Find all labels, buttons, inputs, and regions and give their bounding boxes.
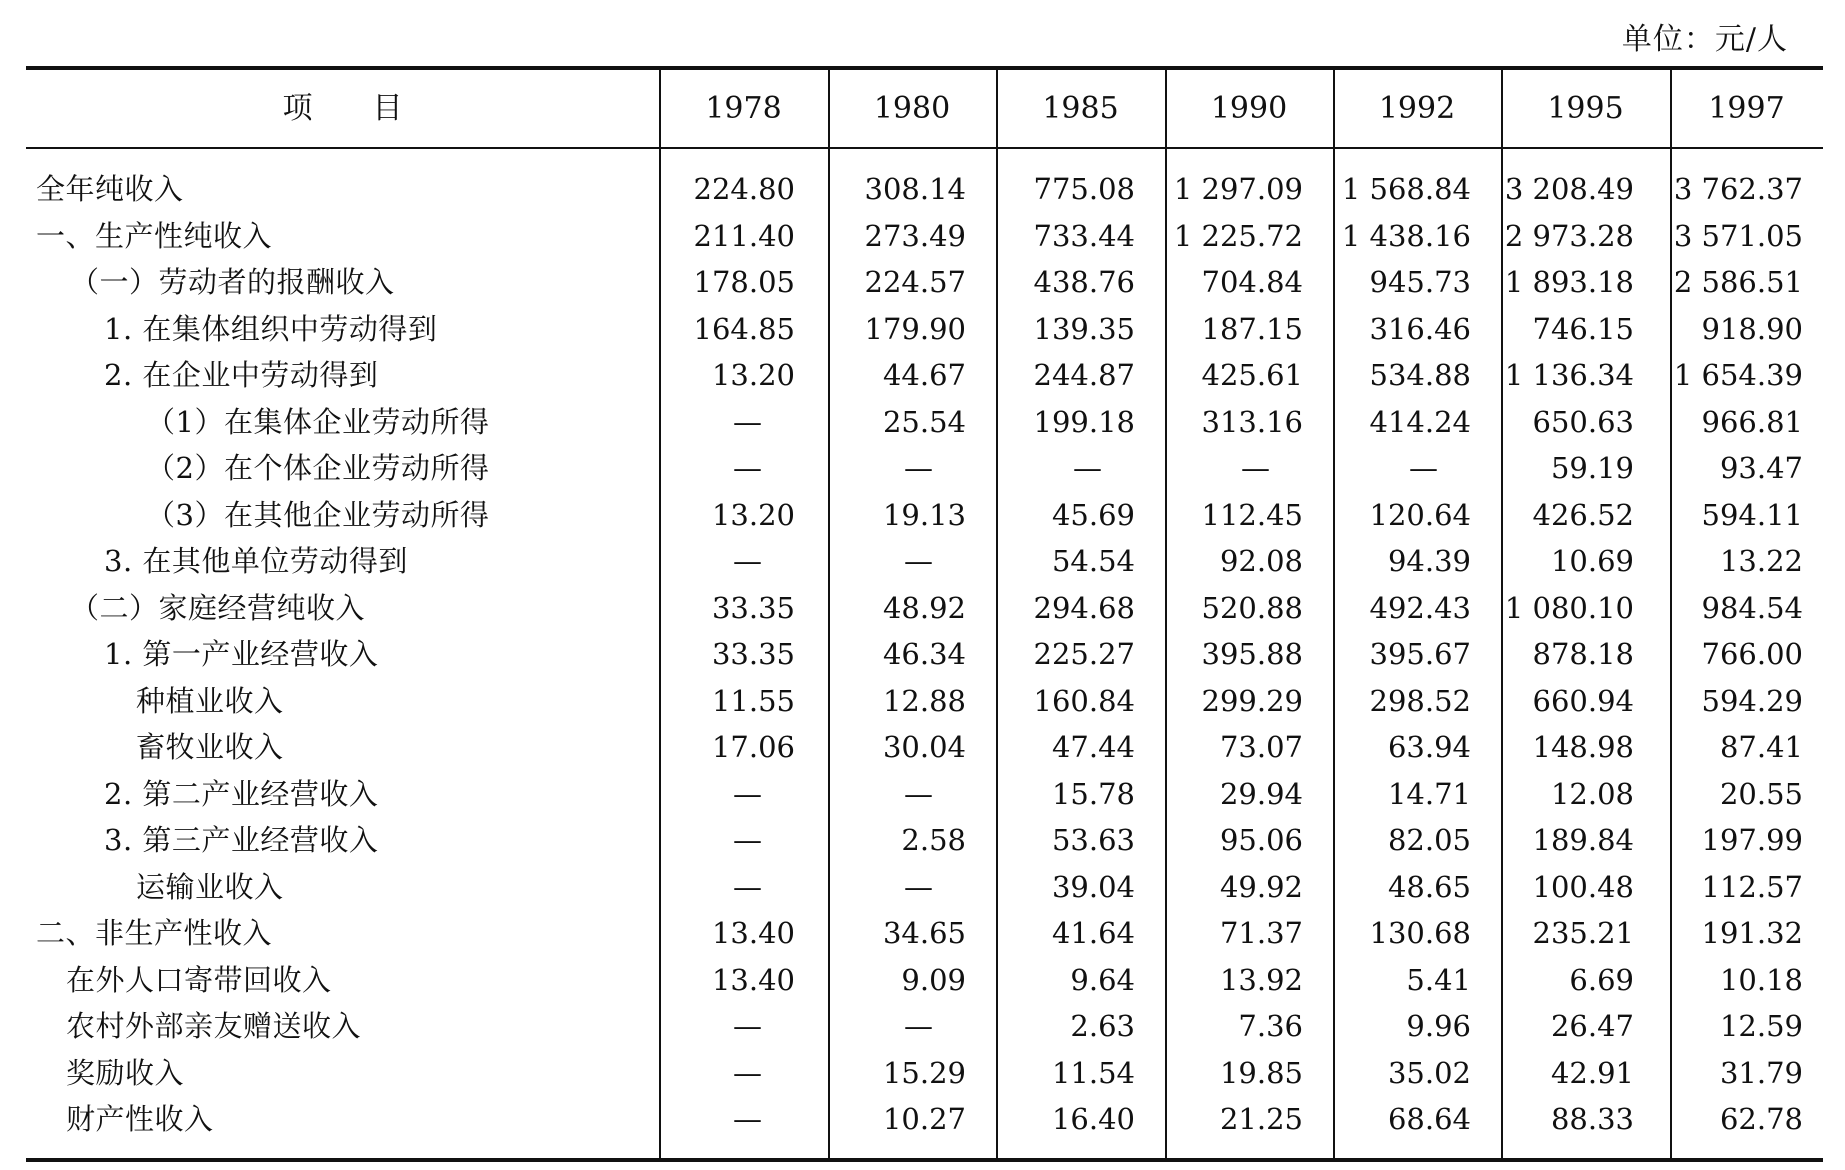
table-row bbox=[26, 213, 1823, 260]
row-label: 1. 第一产业经营收入 bbox=[104, 637, 379, 671]
row-label: 畜牧业收入 bbox=[136, 730, 284, 764]
cell-1980: 15.29 bbox=[882, 1055, 966, 1090]
cell-1992: 298.52 bbox=[1369, 683, 1471, 718]
table-row bbox=[26, 957, 1823, 1004]
cell-1995: 42.91 bbox=[1550, 1055, 1634, 1090]
cell-1997: 966.81 bbox=[1701, 404, 1803, 439]
cell-1978: 178.05 bbox=[693, 265, 795, 299]
table-row bbox=[26, 771, 1823, 818]
cell-1990: 704.84 bbox=[1201, 265, 1303, 299]
cell-1997: 20.55 bbox=[1719, 776, 1803, 811]
row-label: （2）在个体企业劳动所得 bbox=[146, 451, 490, 485]
cell-1992: 945.73 bbox=[1369, 265, 1471, 299]
cell-1980: 19.13 bbox=[882, 497, 966, 532]
cell-1992: 130.68 bbox=[1369, 916, 1471, 950]
row-label: 3. 第三产业经营收入 bbox=[104, 823, 379, 857]
cell-1992: 1 438.16 bbox=[1341, 218, 1471, 253]
cell-1978: 33.35 bbox=[711, 590, 795, 625]
table-row bbox=[26, 399, 1823, 446]
cell-1980: — bbox=[904, 544, 933, 578]
cell-1985: 160.84 bbox=[1033, 683, 1135, 718]
table-row bbox=[26, 492, 1823, 539]
table-row bbox=[26, 817, 1823, 864]
cell-1985: 9.64 bbox=[1070, 962, 1135, 997]
cell-1997: 87.41 bbox=[1719, 730, 1803, 764]
cell-1978: 11.55 bbox=[711, 683, 795, 718]
cell-1985: 2.63 bbox=[1070, 1009, 1135, 1043]
cell-1990: 95.06 bbox=[1219, 823, 1303, 857]
cell-1990: 187.15 bbox=[1201, 311, 1303, 346]
cell-1995: 88.33 bbox=[1550, 1102, 1634, 1136]
cell-1985: 733.44 bbox=[1033, 218, 1135, 253]
cell-1997: 594.11 bbox=[1701, 497, 1803, 532]
cell-1990: — bbox=[1241, 451, 1270, 485]
row-label: 运输业收入 bbox=[136, 869, 284, 904]
cell-1980: 46.34 bbox=[882, 637, 966, 671]
cell-1997: 197.99 bbox=[1701, 823, 1803, 857]
cell-1978: — bbox=[733, 451, 762, 485]
cell-1985: 139.35 bbox=[1033, 311, 1135, 346]
cell-1997: 2 586.51 bbox=[1673, 265, 1803, 299]
cell-1990: 7.36 bbox=[1238, 1009, 1303, 1043]
cell-1990: 13.92 bbox=[1219, 962, 1303, 997]
cell-1978: — bbox=[733, 1009, 762, 1043]
header-year-1995: 1995 bbox=[1547, 91, 1624, 126]
cell-1992: 120.64 bbox=[1369, 497, 1471, 532]
cell-1978: 17.06 bbox=[711, 730, 795, 764]
cell-1995: 1 893.18 bbox=[1504, 265, 1634, 299]
row-label: （1）在集体企业劳动所得 bbox=[146, 404, 490, 439]
cell-1985: 438.76 bbox=[1033, 265, 1135, 299]
cell-1997: 3 762.37 bbox=[1673, 172, 1803, 206]
cell-1997: 10.18 bbox=[1719, 962, 1803, 997]
cell-1995: 6.69 bbox=[1569, 962, 1634, 997]
cell-1997: 191.32 bbox=[1701, 916, 1803, 950]
cell-1992: 534.88 bbox=[1369, 358, 1471, 392]
row-label: 1. 在集体组织中劳动得到 bbox=[104, 311, 438, 346]
cell-1980: — bbox=[904, 451, 933, 485]
cell-1978: 13.20 bbox=[711, 358, 795, 392]
cell-1990: 19.85 bbox=[1219, 1055, 1303, 1090]
row-label: 财产性收入 bbox=[66, 1102, 214, 1136]
row-label: 2. 在企业中劳动得到 bbox=[104, 358, 379, 392]
row-label: 3. 在其他单位劳动得到 bbox=[104, 544, 408, 578]
cell-1990: 299.29 bbox=[1201, 683, 1303, 718]
cell-1992: 14.71 bbox=[1387, 776, 1471, 811]
table-row bbox=[26, 1003, 1823, 1050]
cell-1980: 44.67 bbox=[882, 358, 966, 392]
cell-1985: 225.27 bbox=[1033, 637, 1135, 671]
cell-1997: 3 571.05 bbox=[1673, 218, 1803, 253]
cell-1992: 94.39 bbox=[1387, 544, 1471, 578]
row-label: 农村外部亲友赠送收入 bbox=[66, 1009, 362, 1043]
table-row bbox=[26, 585, 1823, 632]
cell-1990: 520.88 bbox=[1201, 590, 1303, 625]
cell-1978: — bbox=[733, 823, 762, 857]
cell-1978: 164.85 bbox=[693, 311, 795, 346]
cell-1990: 1 225.72 bbox=[1173, 218, 1303, 253]
cell-1985: 41.64 bbox=[1051, 916, 1135, 950]
cell-1992: 68.64 bbox=[1387, 1102, 1471, 1136]
table-bottom-rule bbox=[26, 1158, 1823, 1162]
header-year-1985: 1985 bbox=[1042, 91, 1119, 126]
cell-1992: 1 568.84 bbox=[1341, 172, 1471, 206]
cell-1980: 308.14 bbox=[864, 172, 966, 206]
cell-1985: 199.18 bbox=[1033, 404, 1135, 439]
cell-1992: 492.43 bbox=[1369, 590, 1471, 625]
header-item: 项 目 bbox=[282, 91, 403, 126]
cell-1992: 5.41 bbox=[1406, 962, 1471, 997]
table-row bbox=[26, 259, 1823, 306]
cell-1978: — bbox=[733, 776, 762, 811]
cell-1992: 63.94 bbox=[1387, 730, 1471, 764]
row-label: 2. 第二产业经营收入 bbox=[104, 776, 379, 811]
cell-1995: 10.69 bbox=[1550, 544, 1634, 578]
cell-1980: 10.27 bbox=[882, 1102, 966, 1136]
cell-1997: 62.78 bbox=[1719, 1102, 1803, 1136]
cell-1990: 21.25 bbox=[1219, 1102, 1303, 1136]
cell-1995: 12.08 bbox=[1550, 776, 1634, 811]
cell-1990: 313.16 bbox=[1201, 404, 1303, 439]
cell-1992: 35.02 bbox=[1387, 1055, 1471, 1090]
cell-1985: 11.54 bbox=[1051, 1055, 1135, 1090]
cell-1985: 45.69 bbox=[1051, 497, 1135, 532]
cell-1985: 244.87 bbox=[1033, 358, 1135, 392]
table-row bbox=[26, 1096, 1823, 1143]
table-row bbox=[26, 724, 1823, 771]
header-year-1978: 1978 bbox=[705, 91, 782, 126]
cell-1980: 9.09 bbox=[901, 962, 966, 997]
cell-1997: 31.79 bbox=[1719, 1055, 1803, 1090]
cell-1980: 30.04 bbox=[882, 730, 966, 764]
cell-1997: 1 654.39 bbox=[1673, 358, 1803, 392]
cell-1995: 426.52 bbox=[1532, 497, 1634, 532]
table-row bbox=[26, 631, 1823, 678]
cell-1997: 766.00 bbox=[1701, 637, 1803, 671]
cell-1995: 660.94 bbox=[1532, 683, 1634, 718]
table-row bbox=[26, 678, 1823, 725]
cell-1980: 273.49 bbox=[864, 218, 966, 253]
cell-1978: 224.80 bbox=[693, 172, 795, 206]
unit-label: 单位：元/人 bbox=[1621, 22, 1788, 57]
table-row bbox=[26, 445, 1823, 492]
cell-1990: 29.94 bbox=[1219, 776, 1303, 811]
row-label: 奖励收入 bbox=[66, 1055, 185, 1090]
row-label: 一、生产性纯收入 bbox=[36, 218, 273, 253]
table-header-rule bbox=[26, 147, 1823, 149]
cell-1990: 1 297.09 bbox=[1173, 172, 1303, 206]
row-label: 二、非生产性收入 bbox=[36, 916, 273, 950]
cell-1990: 112.45 bbox=[1201, 497, 1303, 532]
cell-1990: 92.08 bbox=[1219, 544, 1303, 578]
cell-1978: 211.40 bbox=[693, 218, 795, 253]
cell-1997: 93.47 bbox=[1719, 451, 1803, 485]
row-label: （3）在其他企业劳动所得 bbox=[146, 497, 490, 532]
cell-1995: 650.63 bbox=[1532, 404, 1634, 439]
cell-1995: 59.19 bbox=[1550, 451, 1634, 485]
cell-1992: 82.05 bbox=[1387, 823, 1471, 857]
row-label: 种植业收入 bbox=[136, 683, 284, 718]
cell-1990: 49.92 bbox=[1219, 869, 1303, 904]
cell-1985: 53.63 bbox=[1051, 823, 1135, 857]
cell-1978: — bbox=[733, 544, 762, 578]
cell-1980: 48.92 bbox=[882, 590, 966, 625]
cell-1978: 33.35 bbox=[711, 637, 795, 671]
cell-1992: 395.67 bbox=[1369, 637, 1471, 671]
cell-1980: — bbox=[904, 1009, 933, 1043]
cell-1985: 15.78 bbox=[1051, 776, 1135, 811]
cell-1985: — bbox=[1073, 451, 1102, 485]
cell-1985: 775.08 bbox=[1033, 172, 1135, 206]
cell-1995: 235.21 bbox=[1532, 916, 1634, 950]
cell-1985: 16.40 bbox=[1051, 1102, 1135, 1136]
cell-1978: 13.40 bbox=[711, 916, 795, 950]
cell-1990: 71.37 bbox=[1219, 916, 1303, 950]
row-label: 全年纯收入 bbox=[36, 172, 184, 206]
table-row bbox=[26, 166, 1823, 213]
header-year-1980: 1980 bbox=[873, 91, 951, 126]
cell-1995: 2 973.28 bbox=[1504, 218, 1634, 253]
table-row bbox=[26, 1050, 1823, 1097]
cell-1980: 224.57 bbox=[864, 265, 966, 299]
cell-1980: — bbox=[904, 869, 933, 904]
header-year-1992: 1992 bbox=[1378, 91, 1456, 126]
cell-1992: 48.65 bbox=[1387, 869, 1471, 904]
row-label: （二）家庭经营纯收入 bbox=[70, 590, 366, 625]
table-row bbox=[26, 864, 1823, 911]
cell-1992: 9.96 bbox=[1406, 1009, 1471, 1043]
table-row bbox=[26, 910, 1823, 957]
cell-1980: — bbox=[904, 776, 933, 811]
header-year-1997: 1997 bbox=[1708, 91, 1785, 126]
row-label: 在外人口寄带回收入 bbox=[66, 962, 332, 997]
cell-1997: 12.59 bbox=[1719, 1009, 1803, 1043]
cell-1978: — bbox=[733, 869, 762, 904]
cell-1985: 54.54 bbox=[1051, 544, 1135, 578]
cell-1980: 2.58 bbox=[901, 823, 966, 857]
cell-1985: 294.68 bbox=[1033, 590, 1135, 625]
cell-1995: 189.84 bbox=[1532, 823, 1634, 857]
cell-1980: 34.65 bbox=[882, 916, 966, 950]
cell-1997: 984.54 bbox=[1701, 590, 1803, 625]
cell-1997: 112.57 bbox=[1701, 869, 1803, 904]
cell-1995: 878.18 bbox=[1532, 637, 1634, 671]
cell-1995: 148.98 bbox=[1532, 730, 1634, 764]
cell-1978: — bbox=[733, 1055, 762, 1090]
cell-1997: 594.29 bbox=[1701, 683, 1803, 718]
table-row bbox=[26, 306, 1823, 353]
cell-1992: — bbox=[1409, 451, 1438, 485]
cell-1978: 13.20 bbox=[711, 497, 795, 532]
table-row bbox=[26, 538, 1823, 585]
cell-1985: 47.44 bbox=[1051, 730, 1135, 764]
cell-1997: 918.90 bbox=[1701, 311, 1803, 346]
cell-1978: 13.40 bbox=[711, 962, 795, 997]
cell-1995: 1 136.34 bbox=[1504, 358, 1634, 392]
cell-1990: 73.07 bbox=[1219, 730, 1303, 764]
header-year-1990: 1990 bbox=[1210, 91, 1288, 126]
cell-1995: 3 208.49 bbox=[1504, 172, 1634, 206]
row-label: （一）劳动者的报酬收入 bbox=[70, 265, 395, 299]
cell-1990: 425.61 bbox=[1201, 358, 1303, 392]
cell-1995: 26.47 bbox=[1550, 1009, 1634, 1043]
cell-1980: 12.88 bbox=[882, 683, 966, 718]
cell-1995: 100.48 bbox=[1532, 869, 1634, 904]
cell-1997: 13.22 bbox=[1719, 544, 1803, 578]
cell-1978: — bbox=[733, 404, 762, 439]
cell-1978: — bbox=[733, 1102, 762, 1136]
cell-1995: 1 080.10 bbox=[1504, 590, 1634, 625]
cell-1980: 25.54 bbox=[882, 404, 966, 439]
cell-1985: 39.04 bbox=[1051, 869, 1135, 904]
table-row bbox=[26, 352, 1823, 399]
cell-1995: 746.15 bbox=[1532, 311, 1634, 346]
cell-1980: 179.90 bbox=[864, 311, 966, 346]
cell-1990: 395.88 bbox=[1201, 637, 1303, 671]
cell-1992: 316.46 bbox=[1369, 311, 1471, 346]
cell-1992: 414.24 bbox=[1369, 404, 1471, 439]
